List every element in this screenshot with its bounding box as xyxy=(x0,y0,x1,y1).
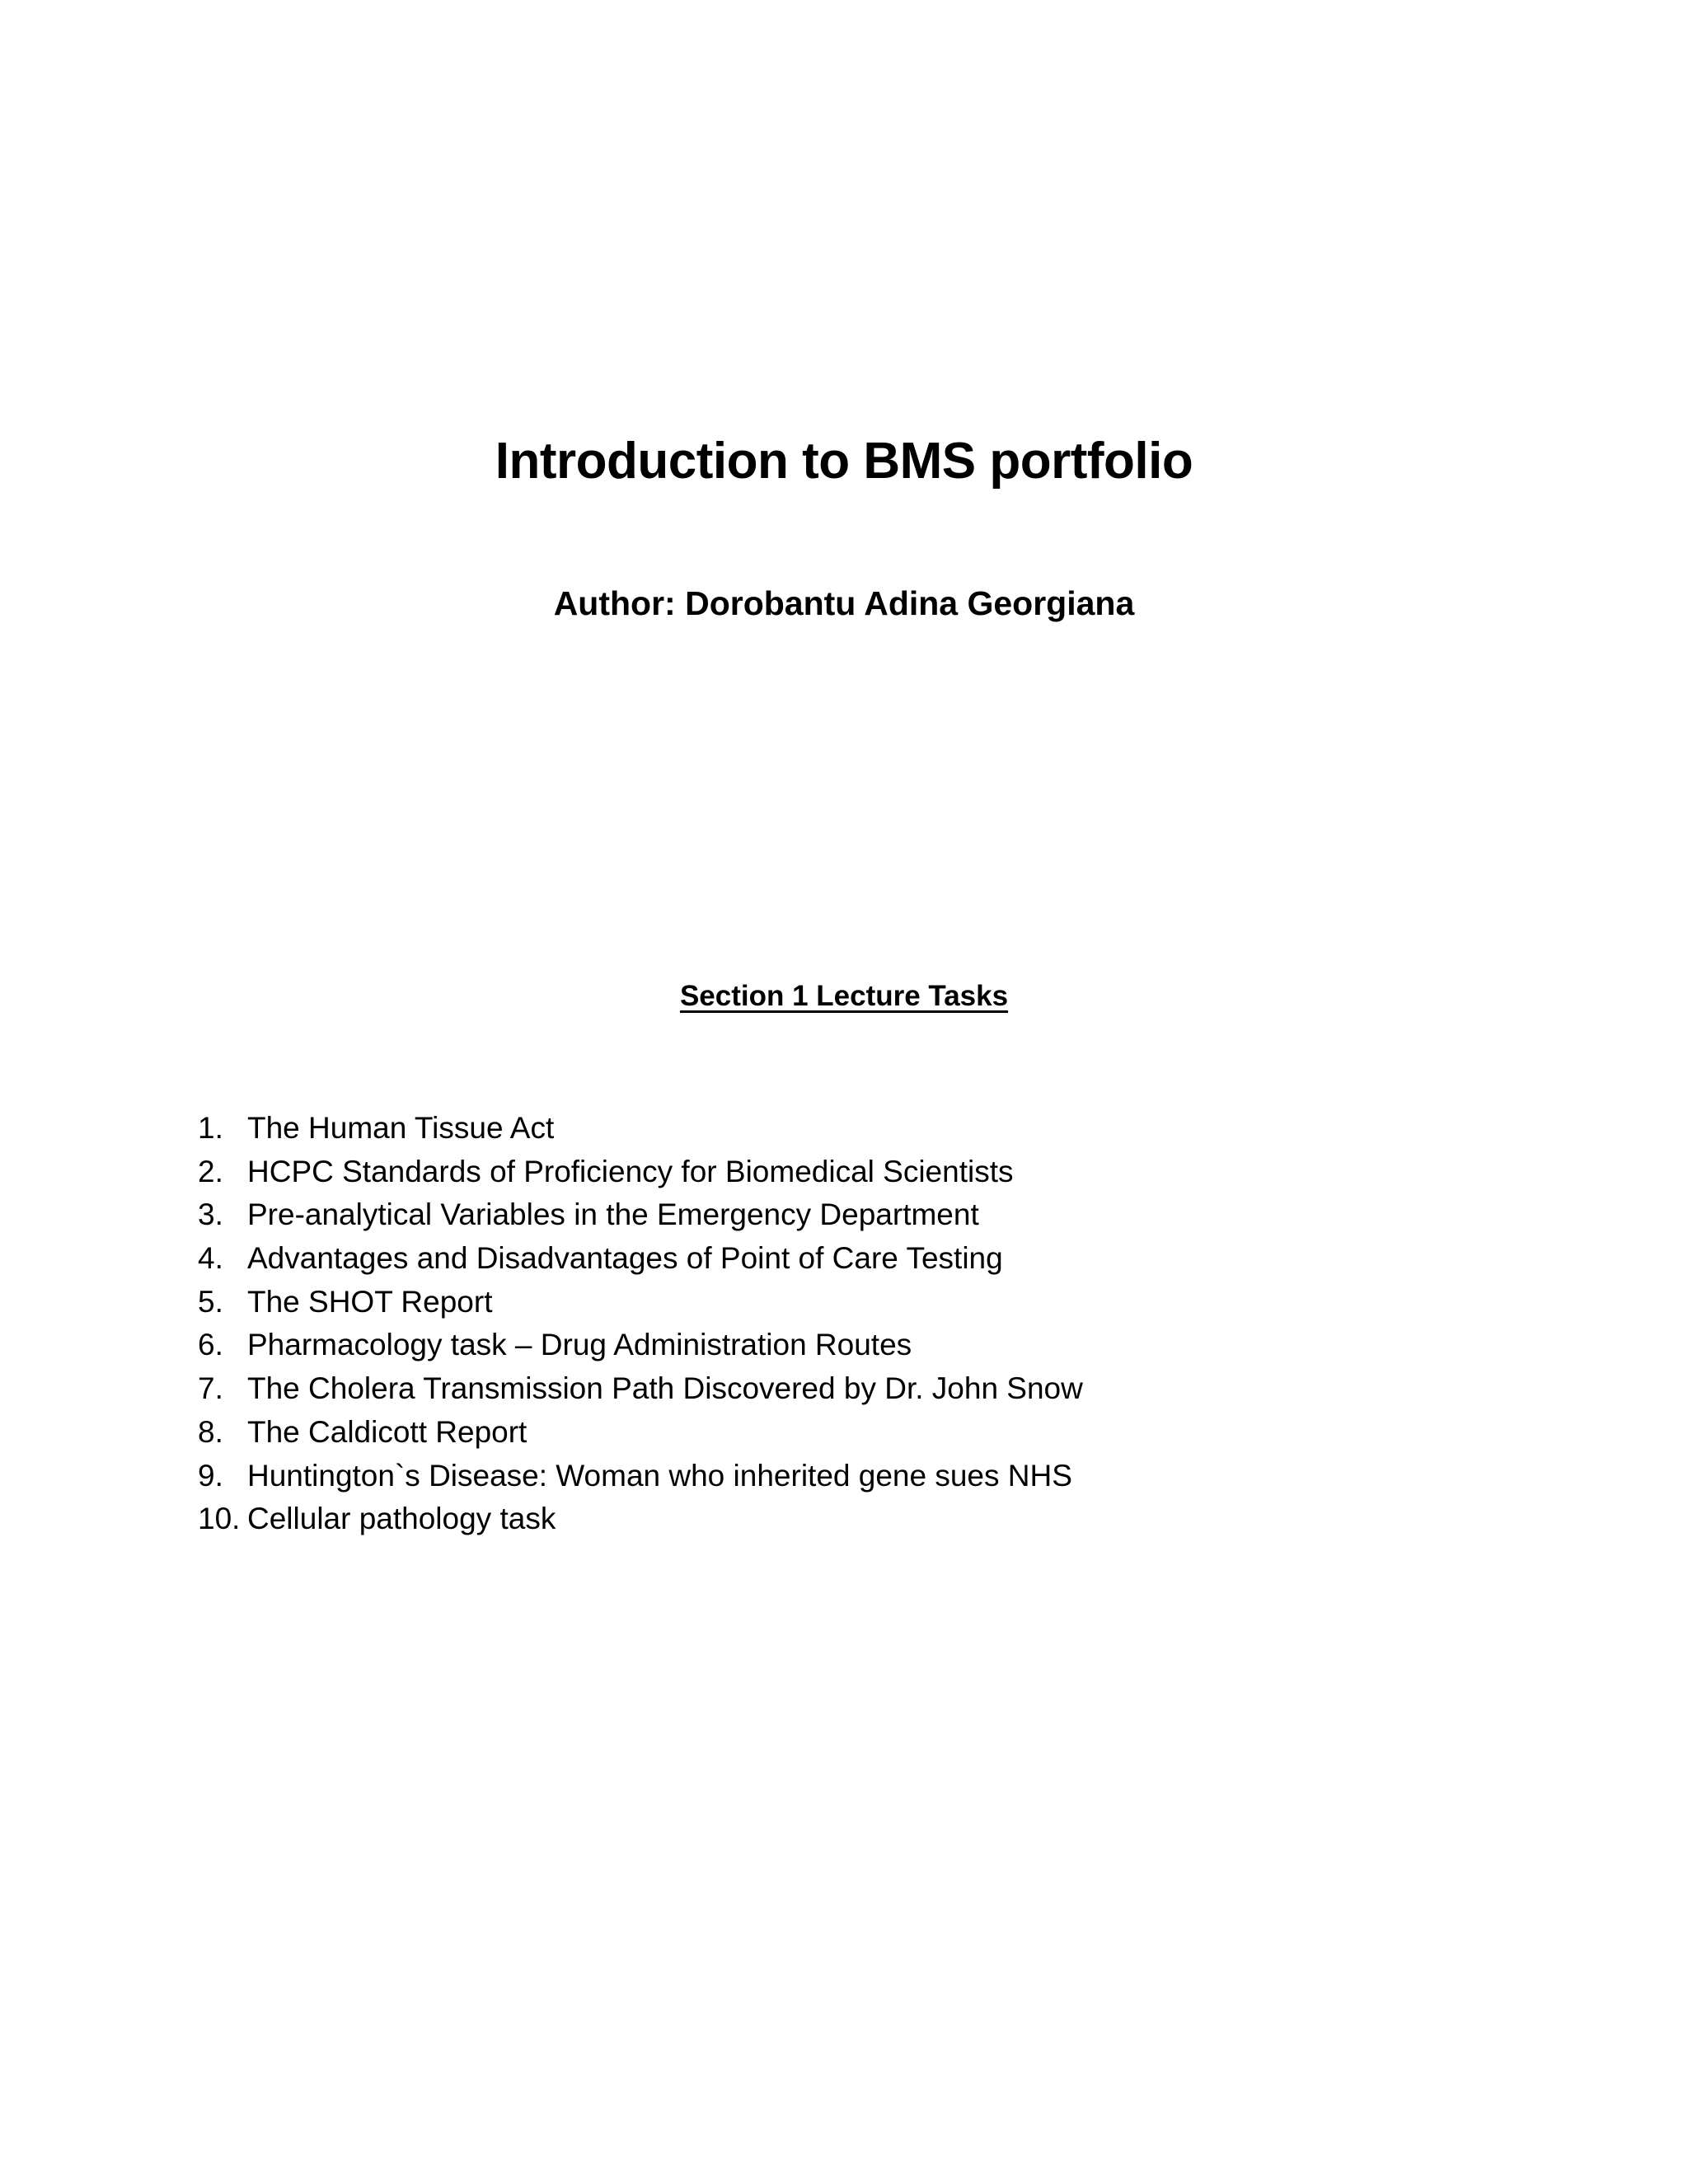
list-item xyxy=(198,1411,1352,1455)
list-item-number: 2. xyxy=(198,1154,223,1188)
list-item-text: Pre-analytical Variables in the Emergency Department xyxy=(247,1197,979,1232)
list-item-number: 8. xyxy=(198,1414,223,1449)
author-line: Author: Dorobantu Adina Georgiana xyxy=(553,584,1135,622)
list-item-number: 6. xyxy=(198,1328,223,1362)
section-heading: Section 1 Lecture Tasks xyxy=(679,980,1009,1012)
list-item-text: Advantages and Disadvantages of Point of Care Testing xyxy=(247,1241,1003,1276)
list-item-text: Huntington`s Disease: Woman who inherited gene sues NHS xyxy=(247,1458,1072,1493)
list-item xyxy=(198,1281,1352,1324)
list-item-text: The Caldicott Report xyxy=(247,1414,528,1449)
list-item-text: The Human Tissue Act xyxy=(247,1111,555,1145)
list-item-text: The SHOT Report xyxy=(247,1284,493,1319)
list-item xyxy=(198,1107,1352,1151)
list-item xyxy=(198,1324,1352,1367)
list-item xyxy=(198,1497,1352,1541)
list-item-number: 1. xyxy=(198,1111,223,1145)
list-item-number: 9. xyxy=(198,1458,223,1493)
list-item-number: 4. xyxy=(198,1241,223,1276)
list-item xyxy=(198,1455,1352,1498)
list-item-text: Cellular pathology task xyxy=(247,1502,556,1536)
list-item-number: 10. xyxy=(198,1502,241,1536)
list-item-text: HCPC Standards of Proficiency for Biomedical Scientists xyxy=(247,1154,1014,1188)
list-item-text: The Cholera Transmission Path Discovered by Dr. John Snow xyxy=(247,1371,1083,1406)
task-list xyxy=(198,1107,1352,1541)
list-item xyxy=(198,1367,1352,1411)
list-item xyxy=(198,1151,1352,1194)
list-item-number: 3. xyxy=(198,1197,223,1232)
list-item xyxy=(198,1193,1352,1237)
list-item-text: Pharmacology task – Drug Administration Routes xyxy=(247,1328,912,1362)
list-item-number: 7. xyxy=(198,1371,223,1406)
document-title: Introduction to BMS portfolio xyxy=(495,433,1193,490)
list-item xyxy=(198,1237,1352,1281)
list-item-number: 5. xyxy=(198,1284,223,1319)
